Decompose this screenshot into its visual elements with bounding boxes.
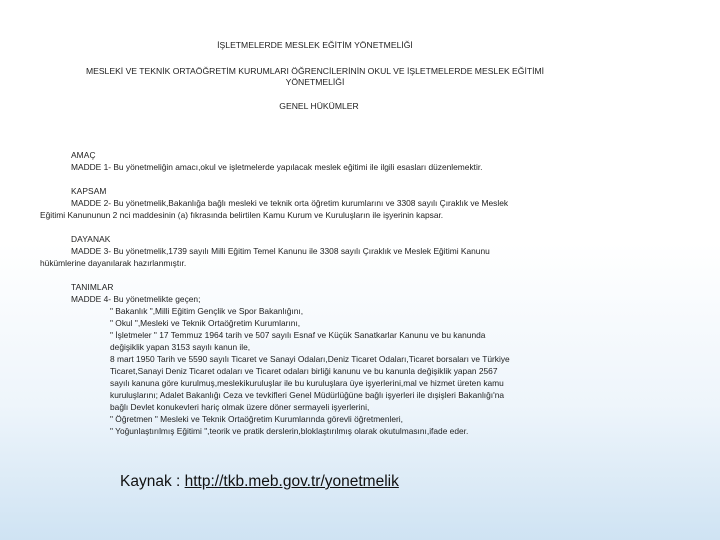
subtitle-line-2: YÖNETMELİĞİ	[285, 77, 345, 87]
subtitle-line-1: MESLEKİ VE TEKNİK ORTAÖĞRETİM KURUMLARI ÖĞRENCİLERİNİN OKUL VE İŞLETMELERDE MESLEK EĞİTİMİ	[85, 66, 545, 76]
tanimlar-line-10: " Öğretmen " Mesleki ve Teknik Ortaöğretim Kurumlarında görevli öğretmenleri,	[110, 414, 403, 424]
tanimlar-line-8: kuruluşlarını; Adalet Bakanlığı Ceza ve tevkifleri Genel Müdürlüğüne bağlı işyerleri ile dışişleri Bakanlığı'na	[110, 390, 505, 400]
tanimlar-line-11: " Yoğunlaştırılmış Eğitimi ",teorik ve pratik derslerin,bloklaştırılmış olarak okutulmasını,ifade eder.	[110, 426, 469, 436]
dayanak-line-2: hükümlerine dayanılarak hazırlanmıştır.	[40, 258, 187, 268]
heading-amac: AMAÇ	[71, 150, 96, 160]
source-citation	[120, 473, 399, 491]
tanimlar-line-1: " Bakanlık ",Milli Eğitim Gençlik ve Spor Bakanlığını,	[110, 306, 304, 316]
tanimlar-line-3: " İşletmeler " 17 Temmuz 1964 tarih ve 507 sayılı Esnaf ve Küçük Sanatkarlar Kanunu ve bu kanunda	[110, 330, 486, 340]
tanimlar-line-9: bağlı Devlet konukevleri hariç olmak üzere döner sermayeli işyerlerini,	[110, 402, 370, 412]
heading-kapsam: KAPSAM	[71, 186, 107, 196]
amac-line-1: MADDE 1- Bu yönetmeliğin amacı,okul ve işletmelerde yapılacak meslek eğitimi ile ilgili esasları düzenlemektir.	[71, 162, 483, 172]
document-title: İŞLETMELERDE MESLEK EĞİTİM YÖNETMELİĞİ	[217, 40, 413, 50]
document-subtitle	[0, 66, 630, 88]
heading-tanimlar: TANIMLAR	[71, 282, 114, 292]
tanimlar-line-7: sayılı kanuna göre kurulmuş,meslekikuruluşlar ile bu kuruluşlara üye işyerlerini,mal ve hizmet üreten kamu	[110, 378, 504, 388]
tanimlar-intro: MADDE 4- Bu yönetmelikte geçen;	[71, 294, 201, 304]
tanimlar-line-5: 8 mart 1950 Tarih ve 5590 sayılı Ticaret ve Sanayi Odaları,Deniz Ticaret Odaları,Ticaret borsaları ve Türkiye	[110, 354, 510, 364]
dayanak-line-1: MADDE 3- Bu yönetmelik,1739 sayılı Milli Eğitim Temel Kanunu ile 3308 sayılı Çıraklık ve Meslek Eğitimi Kanunu	[71, 246, 490, 256]
kapsam-line-2: Eğitimi Kanununun 2 nci maddesinin (a) fıkrasında belirtilen Kamu Kurum ve Kuruluşların ile işyerinin kapsar.	[40, 210, 444, 220]
source-link[interactable]: http://tkb.meb.gov.tr/yonetmelik	[184, 473, 399, 490]
tanimlar-line-6: Ticaret,Sanayi Deniz Ticaret odaları ve Ticaret odaları birliği kanunu ve bu kanunla değişiklik yapan 2567	[110, 366, 498, 376]
tanimlar-line-4: değişiklik yapan 3153 sayılı kanun ile,	[110, 342, 251, 352]
kapsam-line-1: MADDE 2- Bu yönetmelik,Bakanlığa bağlı mesleki ve teknik orta öğretim kurumlarını ve 3308 sayılı Çıraklık ve Meslek	[71, 198, 509, 208]
section-title: GENEL HÜKÜMLER	[279, 101, 359, 111]
source-label: Kaynak :	[120, 473, 185, 490]
tanimlar-line-2: " Okul ",Mesleki ve Teknik Ortaöğretim Kurumlarını,	[110, 318, 301, 328]
heading-dayanak: DAYANAK	[71, 234, 111, 244]
